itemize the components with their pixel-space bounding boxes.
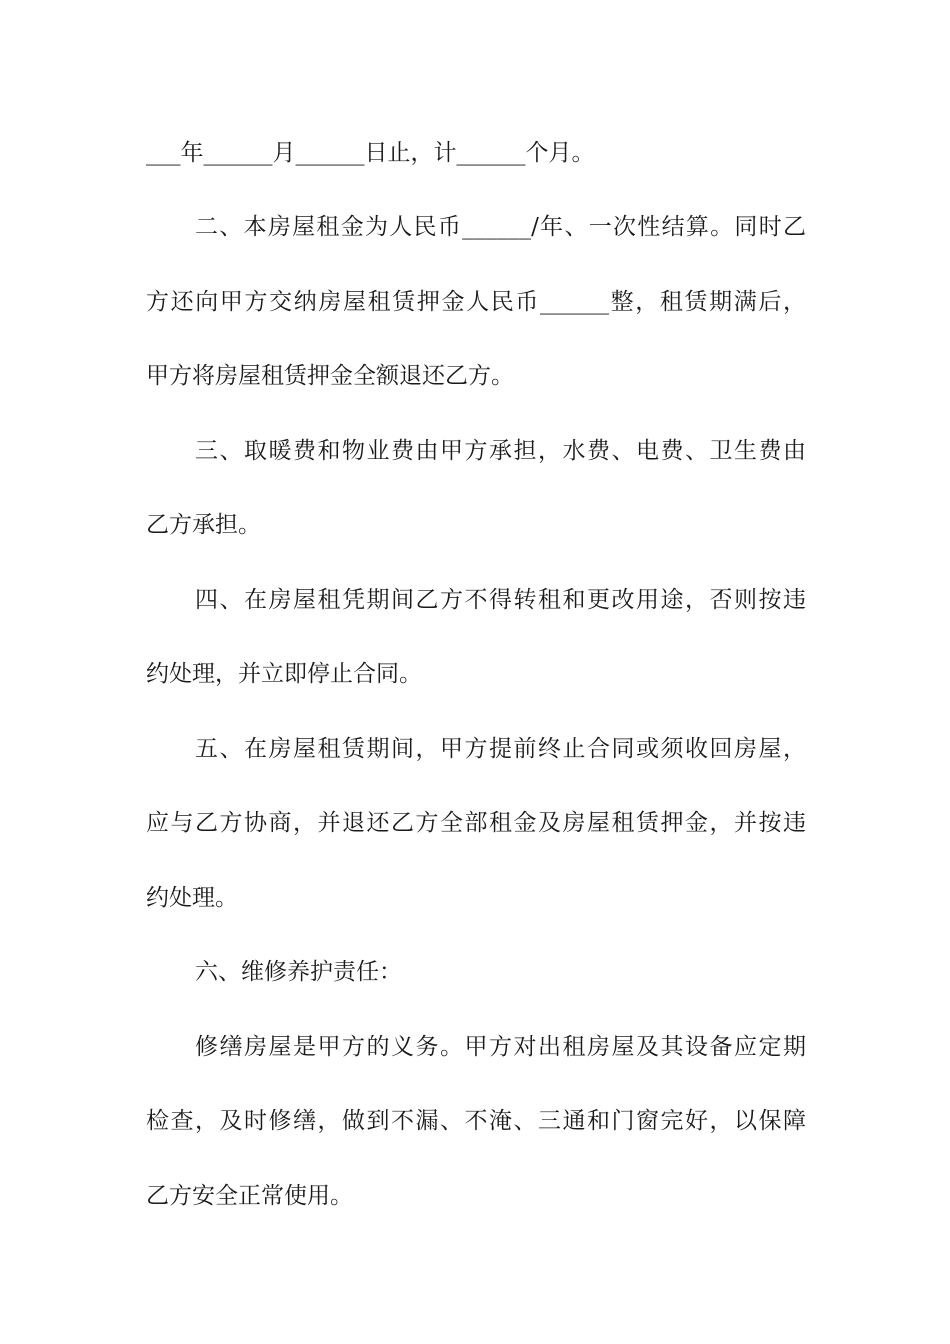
text-line-clause-2-end: 甲方将房屋租赁押金全额退还乙方。 — [146, 363, 514, 389]
text-line-clause-3-end: 乙方承担。 — [146, 512, 261, 538]
text-line-clause-5-start: 五、在房屋租赁期间，甲方提前终止合同或须收回房屋， — [195, 736, 806, 762]
text-line-repair-cont: 检查，及时修缮，做到不漏、不淹、三通和门窗完好，以保障 — [146, 1108, 806, 1134]
text-line-clause-4-start: 四、在房屋租凭期间乙方不得转租和更改用途，否则按违 — [195, 587, 806, 613]
text-line-clause-6-heading: 六、维修养护责任： — [195, 959, 402, 985]
text-line-repair-start: 修缮房屋是甲方的义务。甲方对出租房屋及其设备应定期 — [195, 1034, 806, 1060]
text-line-clause-3-start: 三、取暖费和物业费由甲方承担，水费、电费、卫生费由 — [195, 438, 806, 464]
text-line-clause-2-cont: 方还向甲方交纳房屋租赁押金人民币______整，租赁期满后， — [146, 289, 806, 315]
text-line-clause-2-start: 二、本房屋租金为人民币______/年、一次性结算。同时乙 — [195, 214, 806, 240]
text-line-repair-end: 乙方安全正常使用。 — [146, 1183, 353, 1209]
text-line-clause-5-cont: 应与乙方协商，并退还乙方全部租金及房屋租赁押金，并按违 — [146, 810, 806, 836]
text-line-term-end: ___年______月______日止，计______个月。 — [146, 140, 595, 166]
text-line-clause-5-end: 约处理。 — [146, 885, 238, 911]
text-line-clause-4-end: 约处理，并立即停止合同。 — [146, 661, 422, 687]
